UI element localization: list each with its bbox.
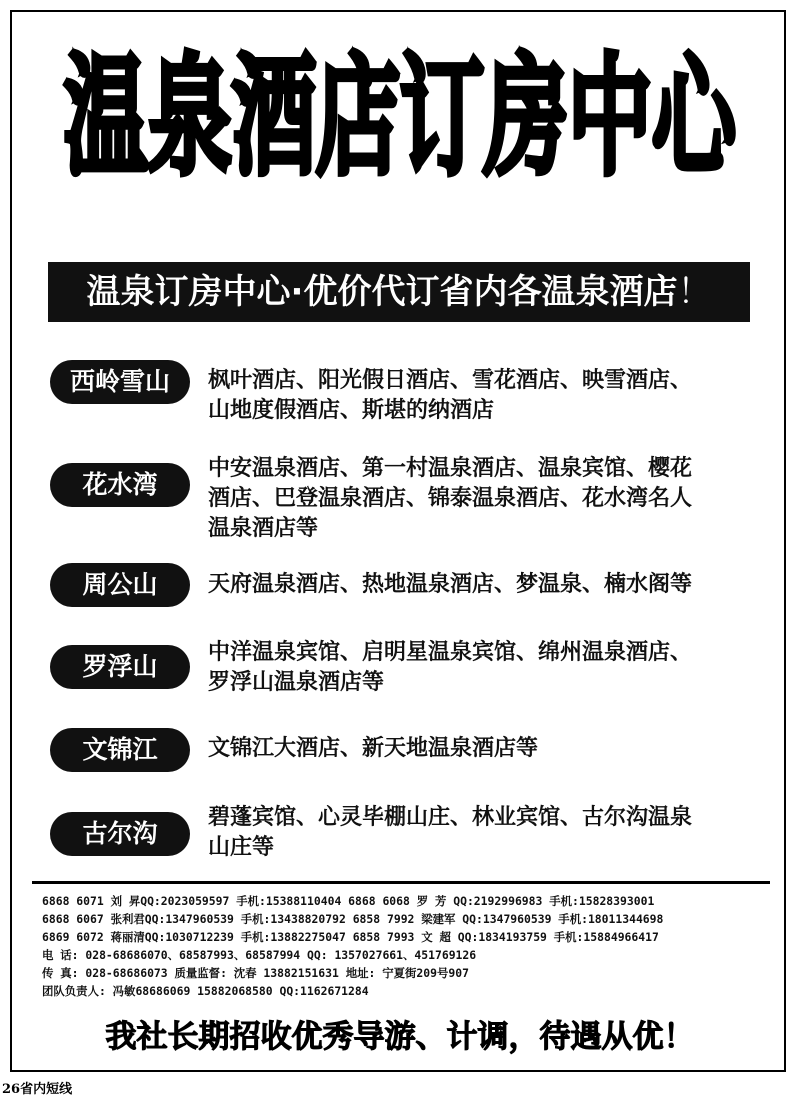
region-hotels-line: 天府温泉酒店、热地温泉酒店、梦温泉、楠水阁等 <box>208 572 693 597</box>
page-footer: 26省内短线 <box>2 1082 73 1097</box>
region-tag-huashuiwan: 花水湾 <box>50 463 190 507</box>
slogan-banner <box>48 262 750 322</box>
region-hotels-wenjinjiang <box>208 734 748 764</box>
region-hotels-line: 罗浮山温泉酒店等 <box>208 670 385 695</box>
region-hotels-xiling <box>208 366 748 426</box>
region-hotels-guergou <box>208 803 748 863</box>
contact-agent-line: 6868 6067 张利君QQ:1347960539 手机:13438820792 6858 7992 梁建军 QQ:1347960539 手机:18011344698 <box>42 912 664 926</box>
region-hotels-line: 山庄等 <box>208 835 275 860</box>
region-hotels-line: 山地度假酒店、斯堪的纳酒店 <box>208 398 495 423</box>
contact-agent-line: 6868 6071 刘 昇QQ:2023059597 手机:15388110404 6868 6068 罗 芳 QQ:2192996983 手机:15828393001 <box>42 894 655 908</box>
contact-fax-line: 传 真: 028-68686073 质量监督: 沈春 13882151631 地址: 宁夏街209号907 <box>42 966 469 980</box>
region-tag-guergou: 古尔沟 <box>50 812 190 856</box>
contact-divider <box>32 881 770 884</box>
region-hotels-huashuiwan <box>208 454 748 544</box>
slogan-text: 温泉订房中心·优价代订省内各温泉酒店 <box>86 272 678 312</box>
region-hotels-line: 中安温泉酒店、第一村温泉酒店、温泉宾馆、樱花 <box>208 456 693 481</box>
region-hotels-line: 碧蓬宾馆、心灵毕棚山庄、林业宾馆、古尔沟温泉 <box>208 805 693 830</box>
region-hotels-line: 文锦江大酒店、新天地温泉酒店等 <box>208 736 539 761</box>
contact-phone-line: 电 话: 028-68686070、68587993、68587994 QQ: 1357027661、451769126 <box>42 948 477 962</box>
region-tag-wenjinjiang: 文锦江 <box>50 728 190 772</box>
contact-team-line: 团队负责人: 冯敏68686069 15882068580 QQ:1162671284 <box>42 984 369 998</box>
slogan-mark: ！ <box>677 272 712 312</box>
region-hotels-line: 中洋温泉宾馆、启明星温泉宾馆、绵州温泉酒店、 <box>208 640 693 665</box>
region-tag-zhougongshan: 周公山 <box>50 563 190 607</box>
region-hotels-zhougongshan <box>208 570 748 600</box>
region-hotels-line: 枫叶酒店、阳光假日酒店、雪花酒店、映雪酒店、 <box>208 368 693 393</box>
recruitment-notice: 我社长期招收优秀导游、计调，待遇从优！ <box>105 1019 695 1055</box>
contact-agent-line: 6869 6072 蒋丽清QQ:1030712239 手机:13882275047 6858 7993 文 超 QQ:1834193759 手机:15884966417 <box>42 930 659 944</box>
region-tag-xiling: 西岭雪山 <box>50 360 190 404</box>
region-tag-luofushan: 罗浮山 <box>50 645 190 689</box>
main-title: 温泉酒店订房中心 <box>63 41 736 193</box>
region-hotels-line: 温泉酒店等 <box>208 516 319 541</box>
region-hotels-line: 酒店、巴登温泉酒店、锦泰温泉酒店、花水湾名人 <box>208 486 693 511</box>
region-hotels-luofushan <box>208 638 748 698</box>
